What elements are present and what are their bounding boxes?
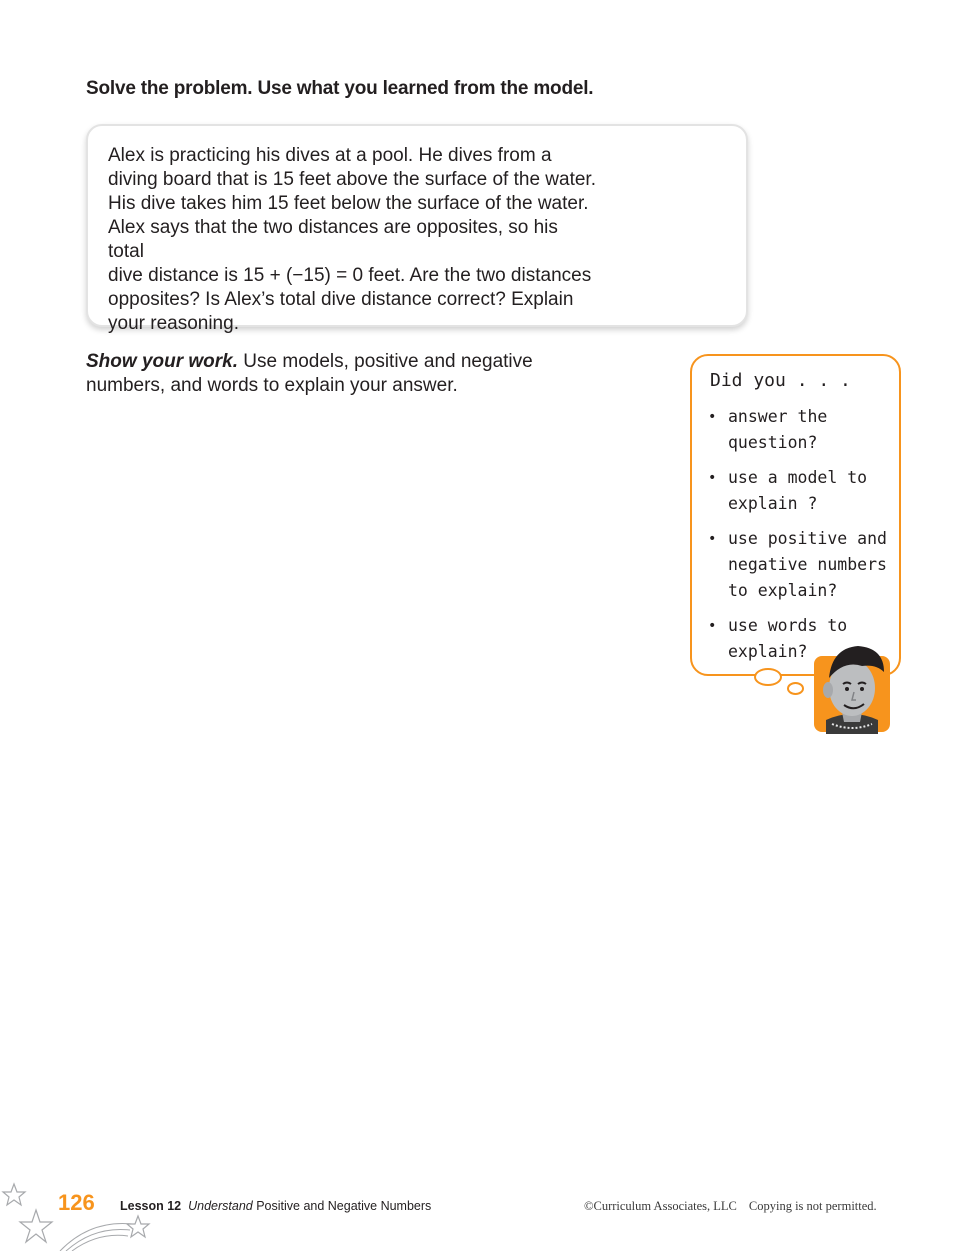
show-work-instructions	[86, 350, 546, 398]
problem-line: Alex says that the two distances are opposites, so his total	[108, 217, 558, 262]
page-number: 126	[58, 1190, 95, 1215]
problem-line: His dive takes him 15 feet below the surface of the water.	[108, 193, 589, 214]
lesson-number: Lesson 12	[120, 1199, 182, 1213]
problem-line: opposites? Is Alex’s total dive distance correct? Explain	[108, 289, 574, 310]
show-work-line2: numbers, and words to explain your answer.	[86, 375, 458, 396]
problem-text	[108, 144, 598, 336]
checklist-title: Did you . . .	[710, 370, 851, 391]
checklist-item: • use a model to explain ?	[708, 465, 900, 517]
checklist-bubble	[690, 354, 901, 676]
checklist-item: • use words to explain?	[708, 613, 900, 665]
copyright: ©Curriculum Associates, LLC	[584, 1199, 737, 1213]
checklist-item: • answer the question?	[708, 404, 900, 456]
checklist-item: • use positive and negative numbers to explain?	[708, 526, 900, 604]
problem-line: dive distance is 15 + (−15) = 0 feet. Are the two distances	[108, 265, 592, 286]
copy-notice: Copying is not permitted.	[748, 1199, 877, 1213]
copyright-notice	[584, 1199, 877, 1214]
problem-box	[86, 124, 748, 334]
lesson-name: Positive and Negative Numbers	[256, 1199, 432, 1213]
problem-line: diving board that is 15 feet above the surface of the water.	[108, 169, 596, 190]
checklist	[708, 404, 900, 674]
problem-line: Alex is practicing his dives at a pool. He dives from a	[108, 145, 552, 166]
show-work-line1: Use models, positive and negative	[238, 351, 533, 372]
lesson-title	[120, 1199, 431, 1213]
student-avatar-icon	[812, 642, 892, 734]
show-work-lead: Show your work.	[86, 351, 239, 372]
thought-bubble-dot	[787, 682, 804, 695]
problem-line: your reasoning.	[108, 313, 239, 334]
instruction-heading: Solve the problem. Use what you learned from the model.	[86, 78, 594, 99]
lesson-verb: Understand	[188, 1199, 253, 1213]
thought-bubble-dot	[754, 668, 782, 686]
